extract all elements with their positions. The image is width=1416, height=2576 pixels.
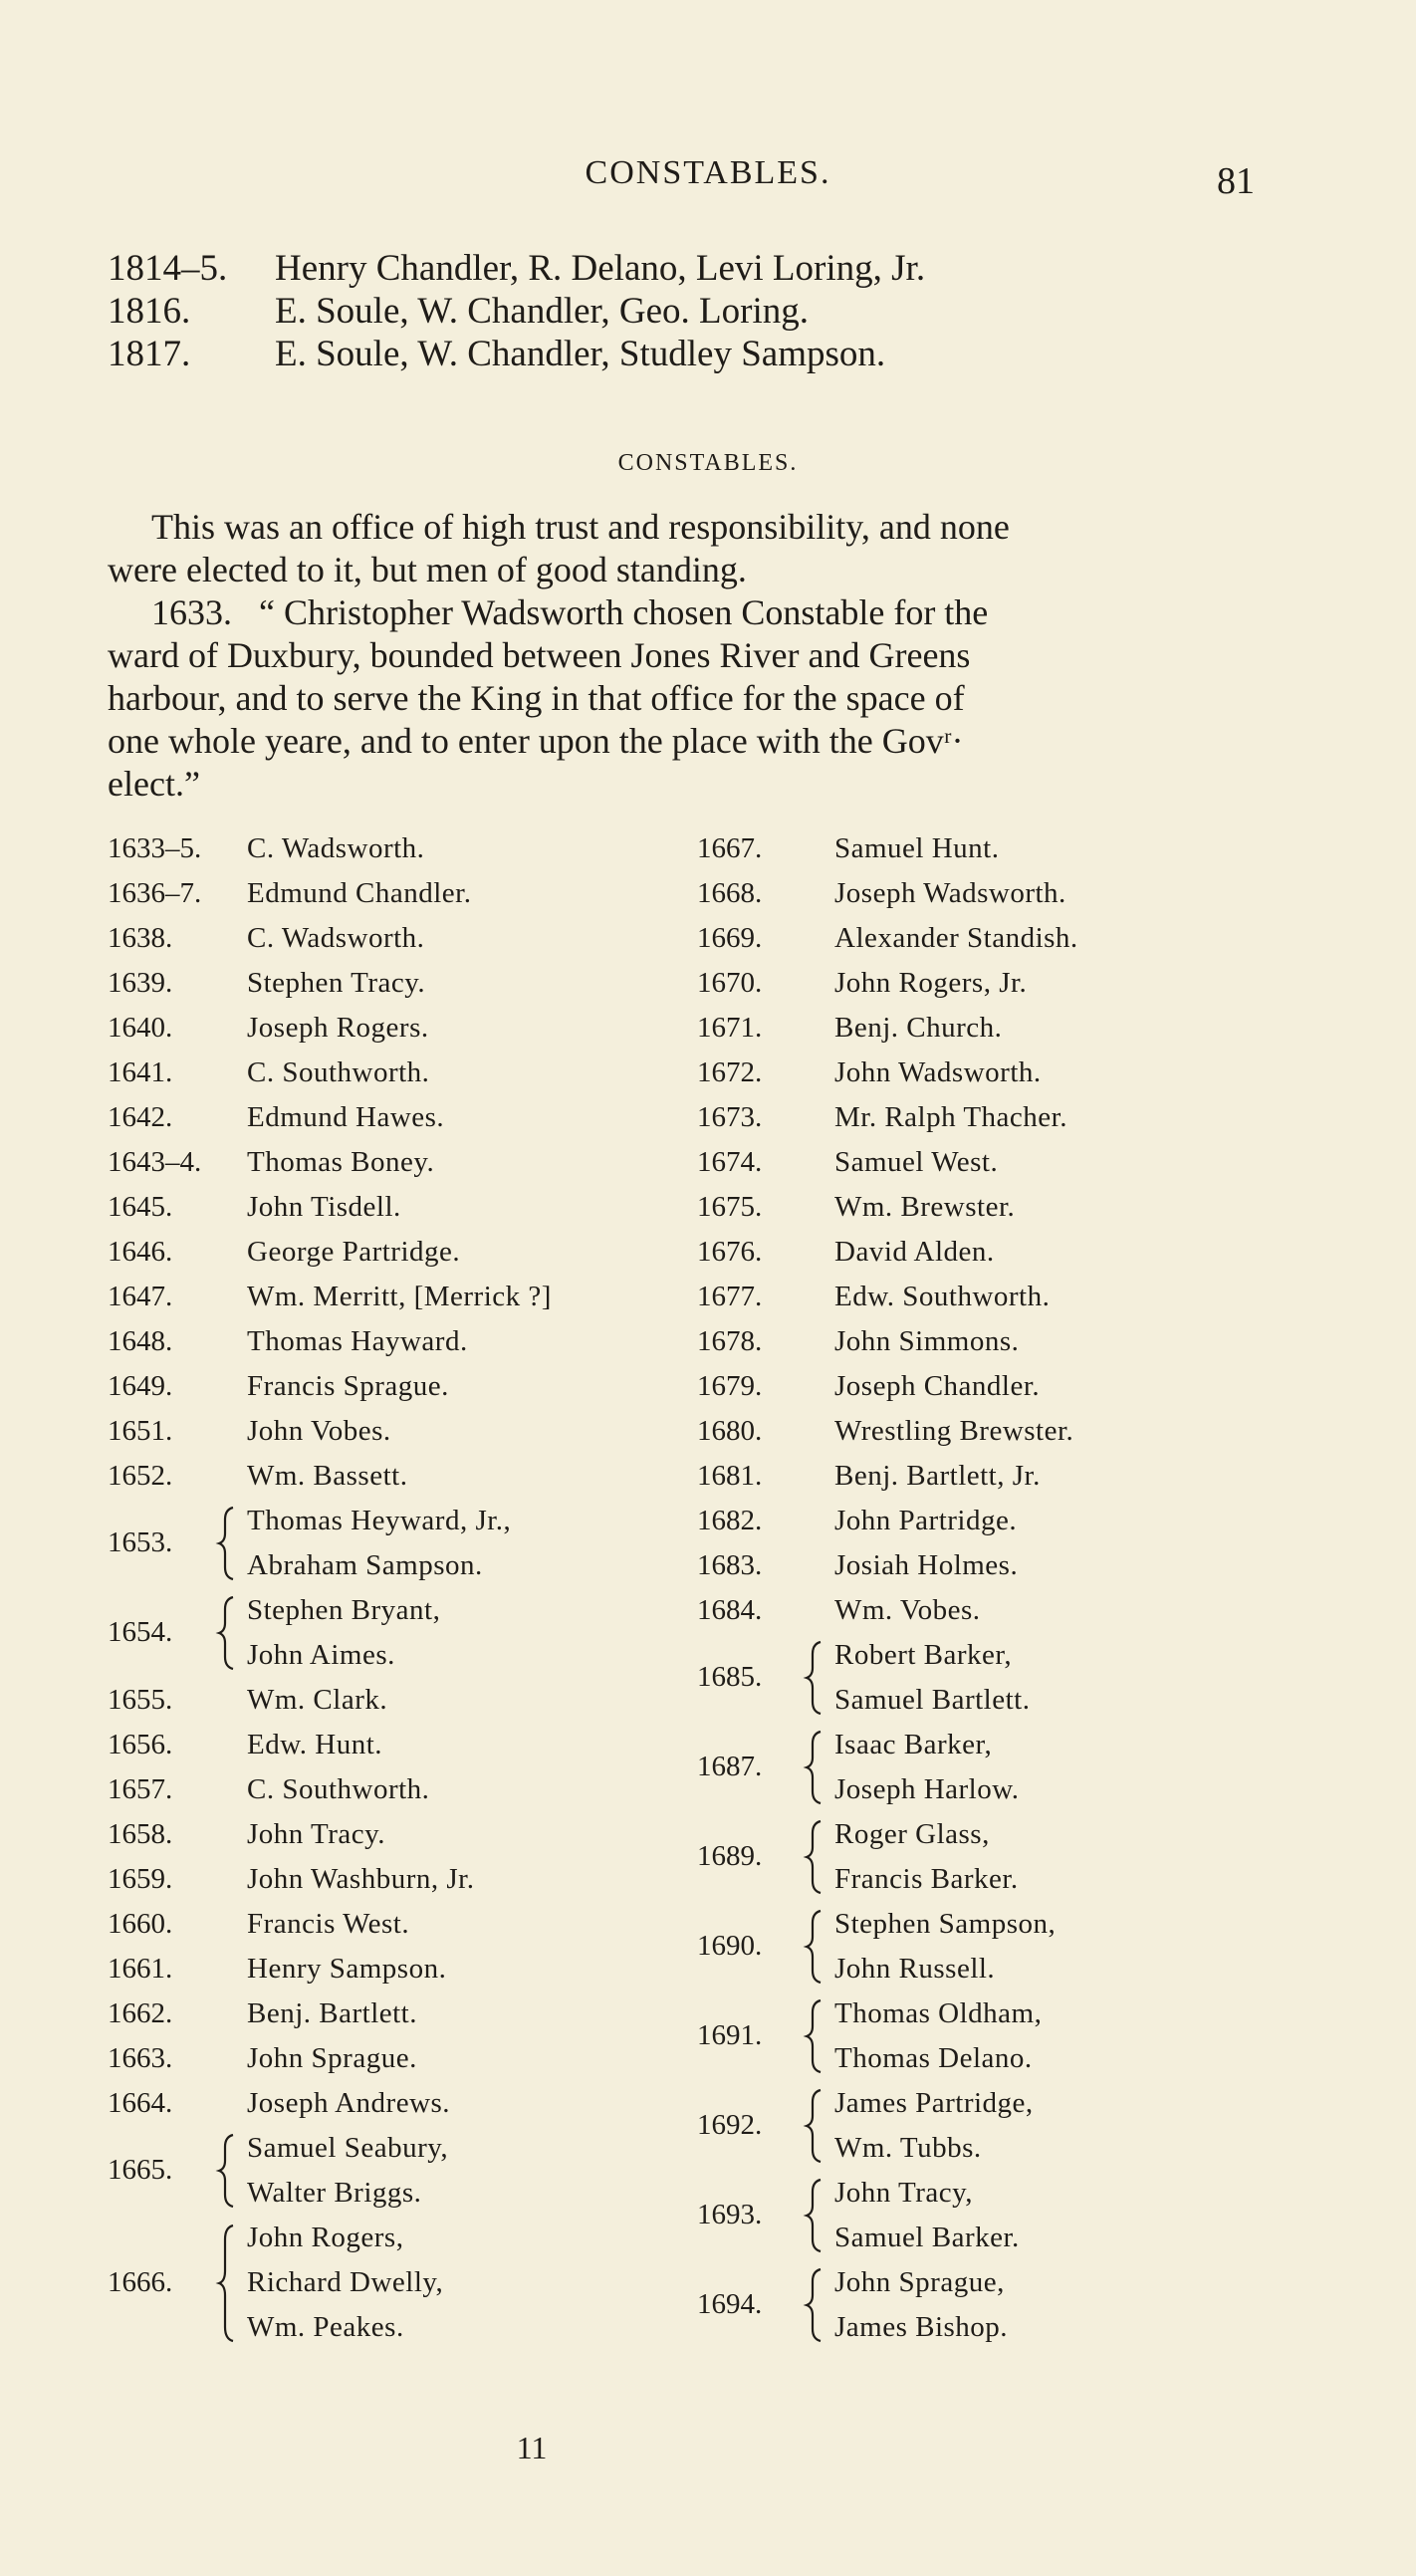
table-row <box>697 1230 1314 1275</box>
row-year: 1664. <box>108 2087 173 2119</box>
row-name: Edw. Hunt. <box>247 1729 383 1760</box>
group-name: John Tracy, <box>834 2177 973 2209</box>
row-name: Edmund Hawes. <box>247 1101 445 1133</box>
brace-icon <box>803 1996 826 2076</box>
row-name: Benj. Church. <box>834 1012 1003 1044</box>
table-row <box>108 1678 665 1723</box>
grouped-entry <box>697 1723 1314 1812</box>
row-name: Francis Sprague. <box>247 1370 449 1402</box>
table-row <box>108 1230 665 1275</box>
group-year: 1654. <box>108 1616 173 1648</box>
brace-icon <box>215 2131 239 2211</box>
intro-text <box>108 506 1265 806</box>
entry-names: E. Soule, W. Chandler, Studley Sampson. <box>275 334 886 374</box>
group-year: 1690. <box>697 1930 763 1962</box>
row-year: 1659. <box>108 1863 173 1895</box>
grouped-entry <box>697 1991 1314 2081</box>
row-year: 1633–5. <box>108 832 202 864</box>
brace-icon <box>803 1817 826 1897</box>
row-year: 1667. <box>697 832 763 864</box>
row-year: 1681. <box>697 1460 763 1492</box>
row-name: Thomas Boney. <box>247 1146 435 1178</box>
group-names <box>834 1902 1056 1991</box>
table-row <box>108 2036 665 2081</box>
grouped-entry <box>108 1499 665 1588</box>
group-name: Robert Barker, <box>834 1639 1013 1671</box>
group-names <box>247 2216 443 2350</box>
row-year: 1661. <box>108 1953 173 1985</box>
table-row <box>108 1319 665 1364</box>
row-year: 1676. <box>697 1236 763 1268</box>
row-name: John Tracy. <box>247 1818 385 1850</box>
group-name: James Partridge, <box>834 2087 1034 2119</box>
table-row <box>108 1454 665 1499</box>
table-row <box>697 1588 1314 1633</box>
table-row <box>108 1902 665 1947</box>
group-name: Samuel Seabury, <box>247 2132 449 2164</box>
group-year: 1693. <box>697 2199 763 2230</box>
group-names <box>247 1588 440 1678</box>
table-row <box>108 1812 665 1857</box>
intro-line: elect.” <box>108 764 200 804</box>
intro-line: one whole yeare, and to enter upon the place with the Govʳ· <box>108 721 964 761</box>
group-names <box>834 2171 1020 2260</box>
group-name: Abraham Sampson. <box>247 1549 483 1581</box>
intro-line: 1633. “ Christopher Wadsworth chosen Constable for the <box>151 592 989 632</box>
row-year: 1657. <box>108 1773 173 1805</box>
brace-icon <box>803 2265 826 2345</box>
group-name: John Aimes. <box>247 1639 395 1671</box>
table-row <box>108 916 665 961</box>
intro-line: were elected to it, but men of good standing. <box>108 550 747 589</box>
row-name: George Partridge. <box>247 1236 461 1268</box>
table-row <box>108 826 665 871</box>
table-row <box>108 1140 665 1185</box>
row-year: 1660. <box>108 1908 173 1940</box>
group-year: 1653. <box>108 1526 173 1558</box>
table-row <box>108 1006 665 1051</box>
row-name: Joseph Wadsworth. <box>834 877 1066 909</box>
row-year: 1668. <box>697 877 763 909</box>
row-year: 1675. <box>697 1191 763 1223</box>
intro-line: ward of Duxbury, bounded between Jones River and Greens <box>108 635 971 675</box>
row-year: 1655. <box>108 1684 173 1716</box>
row-name: Wm. Brewster. <box>834 1191 1016 1223</box>
row-year: 1680. <box>697 1415 763 1447</box>
group-year: 1694. <box>697 2288 763 2320</box>
row-year: 1674. <box>697 1146 763 1178</box>
row-year: 1662. <box>108 1997 173 2029</box>
table-row <box>108 1991 665 2036</box>
row-name: Joseph Rogers. <box>247 1012 429 1044</box>
row-name: Mr. Ralph Thacher. <box>834 1101 1067 1133</box>
row-name: Alexander Standish. <box>834 922 1078 954</box>
row-year: 1679. <box>697 1370 763 1402</box>
table-row <box>697 1185 1314 1230</box>
row-year: 1642. <box>108 1101 173 1133</box>
table-row <box>108 1051 665 1095</box>
row-name: C. Wadsworth. <box>247 922 425 954</box>
group-name: Stephen Bryant, <box>247 1594 441 1626</box>
group-names <box>834 1812 1019 1902</box>
grouped-entry <box>697 2171 1314 2260</box>
row-name: Joseph Andrews. <box>247 2087 451 2119</box>
table-row <box>697 1499 1314 1543</box>
row-year: 1639. <box>108 967 173 999</box>
row-name: Samuel Hunt. <box>834 832 1000 864</box>
row-year: 1673. <box>697 1101 763 1133</box>
grouped-entry <box>697 1633 1314 1723</box>
row-year: 1671. <box>697 1012 763 1044</box>
row-name: Wm. Clark. <box>247 1684 388 1716</box>
group-year: 1691. <box>697 2019 763 2051</box>
grouped-entry <box>697 1902 1314 1991</box>
row-name: John Wadsworth. <box>834 1056 1042 1088</box>
grouped-entry <box>697 2260 1314 2350</box>
group-name: Thomas Delano. <box>834 2042 1033 2074</box>
row-year: 1656. <box>108 1729 173 1760</box>
row-year: 1678. <box>697 1325 763 1357</box>
row-year: 1663. <box>108 2042 173 2074</box>
constables-right-column <box>697 826 1314 2350</box>
row-year: 1652. <box>108 1460 173 1492</box>
row-year: 1636–7. <box>108 877 202 909</box>
row-name: Samuel West. <box>834 1146 999 1178</box>
row-name: Benj. Bartlett. <box>247 1997 417 2029</box>
table-row <box>697 1319 1314 1364</box>
row-year: 1641. <box>108 1056 173 1088</box>
table-row <box>697 1006 1314 1051</box>
table-row <box>697 1454 1314 1499</box>
table-row <box>697 1364 1314 1409</box>
table-row <box>697 1051 1314 1095</box>
row-year: 1640. <box>108 1012 173 1044</box>
row-year: 1649. <box>108 1370 173 1402</box>
group-name: Wm. Peakes. <box>247 2311 404 2343</box>
row-year: 1682. <box>697 1505 763 1536</box>
row-name: John Tisdell. <box>247 1191 401 1223</box>
group-names <box>834 1723 1020 1812</box>
running-title: CONSTABLES. <box>585 154 831 191</box>
list-item <box>108 290 1302 333</box>
row-name: Francis West. <box>247 1908 410 1940</box>
row-year: 1658. <box>108 1818 173 1850</box>
entry-year: 1816. <box>108 291 191 332</box>
grouped-entry <box>108 1588 665 1678</box>
table-row <box>108 871 665 916</box>
brace-icon <box>803 1728 826 1807</box>
group-name: Samuel Bartlett. <box>834 1684 1031 1716</box>
table-row <box>697 916 1314 961</box>
group-name: Richard Dwelly, <box>247 2266 444 2298</box>
group-name: John Rogers, <box>247 2222 404 2253</box>
list-item <box>108 333 1302 375</box>
group-name: Wm. Tubbs. <box>834 2132 982 2164</box>
row-year: 1647. <box>108 1281 173 1312</box>
row-year: 1672. <box>697 1056 763 1088</box>
group-names <box>834 2260 1008 2350</box>
row-name: David Alden. <box>834 1236 995 1268</box>
page-number: 81 <box>1217 160 1255 202</box>
group-name: Joseph Harlow. <box>834 1773 1020 1805</box>
brace-icon <box>803 1638 826 1718</box>
entry-year: 1814–5. <box>108 248 228 289</box>
list-item <box>108 247 1302 290</box>
row-year: 1670. <box>697 967 763 999</box>
group-name: Stephen Sampson, <box>834 1908 1057 1940</box>
row-year: 1683. <box>697 1549 763 1581</box>
row-year: 1648. <box>108 1325 173 1357</box>
table-row <box>697 871 1314 916</box>
row-year: 1638. <box>108 922 173 954</box>
table-row <box>108 1185 665 1230</box>
group-name: Roger Glass, <box>834 1818 990 1850</box>
row-year: 1645. <box>108 1191 173 1223</box>
row-name: John Washburn, Jr. <box>247 1863 475 1895</box>
row-name: John Rogers, Jr. <box>834 967 1028 999</box>
brace-icon <box>803 1907 826 1987</box>
table-row <box>697 1095 1314 1140</box>
group-name: Thomas Oldham, <box>834 1997 1043 2029</box>
group-names <box>834 2081 1034 2171</box>
row-year: 1643–4. <box>108 1146 202 1178</box>
row-name: C. Southworth. <box>247 1056 430 1088</box>
row-name: Josiah Holmes. <box>834 1549 1019 1581</box>
row-name: Wm. Bassett. <box>247 1460 408 1492</box>
previous-entries-list <box>108 247 1302 375</box>
group-year: 1665. <box>108 2154 173 2186</box>
grouped-entry <box>697 2081 1314 2171</box>
row-name: Edmund Chandler. <box>247 877 472 909</box>
table-row <box>697 1409 1314 1454</box>
group-name: James Bishop. <box>834 2311 1009 2343</box>
intro-line: This was an office of high trust and responsibility, and none <box>151 507 1010 547</box>
group-year: 1687. <box>697 1751 763 1782</box>
group-year: 1666. <box>108 2266 173 2298</box>
entry-year: 1817. <box>108 334 191 374</box>
brace-icon <box>215 2222 239 2345</box>
row-name: C. Wadsworth. <box>247 832 425 864</box>
group-year: 1689. <box>697 1840 763 1872</box>
table-row <box>108 961 665 1006</box>
table-row <box>108 1857 665 1902</box>
row-year: 1651. <box>108 1415 173 1447</box>
intro-line: harbour, and to serve the King in that office for the space of <box>108 678 965 718</box>
row-year: 1669. <box>697 922 763 954</box>
row-name: C. Southworth. <box>247 1773 430 1805</box>
row-name: John Vobes. <box>247 1415 391 1447</box>
entry-names: E. Soule, W. Chandler, Geo. Loring. <box>275 291 809 332</box>
brace-icon <box>215 1504 239 1583</box>
table-row <box>697 961 1314 1006</box>
grouped-entry <box>108 2126 665 2216</box>
group-names <box>834 1633 1030 1723</box>
group-names <box>247 2126 448 2216</box>
brace-icon <box>215 1593 239 1673</box>
group-name: John Russell. <box>834 1953 996 1985</box>
grouped-entry <box>108 2216 665 2350</box>
table-row <box>697 1275 1314 1319</box>
group-name: Samuel Barker. <box>834 2222 1020 2253</box>
entry-names: Henry Chandler, R. Delano, Levi Loring, Jr. <box>275 248 926 289</box>
row-name: Edw. Southworth. <box>834 1281 1051 1312</box>
group-name: John Sprague, <box>834 2266 1005 2298</box>
table-row <box>108 1275 665 1319</box>
row-name: John Sprague. <box>247 2042 417 2074</box>
row-name: Stephen Tracy. <box>247 967 426 999</box>
group-name: Walter Briggs. <box>247 2177 422 2209</box>
table-row <box>697 1140 1314 1185</box>
group-name: Thomas Heyward, Jr., <box>247 1505 512 1536</box>
table-row <box>108 1767 665 1812</box>
table-row <box>108 1723 665 1767</box>
group-name: Isaac Barker, <box>834 1729 993 1760</box>
table-row <box>108 1364 665 1409</box>
table-row <box>697 826 1314 871</box>
table-row <box>697 1543 1314 1588</box>
row-name: Benj. Bartlett, Jr. <box>834 1460 1041 1492</box>
group-name: Francis Barker. <box>834 1863 1019 1895</box>
row-name: John Simmons. <box>834 1325 1020 1357</box>
section-title: CONSTABLES. <box>617 450 799 476</box>
row-name: Thomas Hayward. <box>247 1325 468 1357</box>
row-year: 1677. <box>697 1281 763 1312</box>
group-names <box>247 1499 511 1588</box>
group-year: 1692. <box>697 2109 763 2141</box>
row-name: Wm. Merritt, [Merrick ?] <box>247 1281 552 1312</box>
grouped-entry <box>697 1812 1314 1902</box>
group-year: 1685. <box>697 1661 763 1693</box>
row-name: John Partridge. <box>834 1505 1018 1536</box>
row-year: 1646. <box>108 1236 173 1268</box>
constables-left-column <box>108 826 665 2350</box>
signature-mark: 11 <box>516 2430 548 2465</box>
table-row <box>108 1409 665 1454</box>
brace-icon <box>803 2176 826 2255</box>
table-row <box>108 1947 665 1991</box>
row-name: Wrestling Brewster. <box>834 1415 1074 1447</box>
table-row <box>108 2081 665 2126</box>
brace-icon <box>803 2086 826 2166</box>
group-names <box>834 1991 1042 2081</box>
table-row <box>108 1095 665 1140</box>
row-name: Henry Sampson. <box>247 1953 447 1985</box>
row-year: 1684. <box>697 1594 763 1626</box>
row-name: Wm. Vobes. <box>834 1594 981 1626</box>
row-name: Joseph Chandler. <box>834 1370 1041 1402</box>
